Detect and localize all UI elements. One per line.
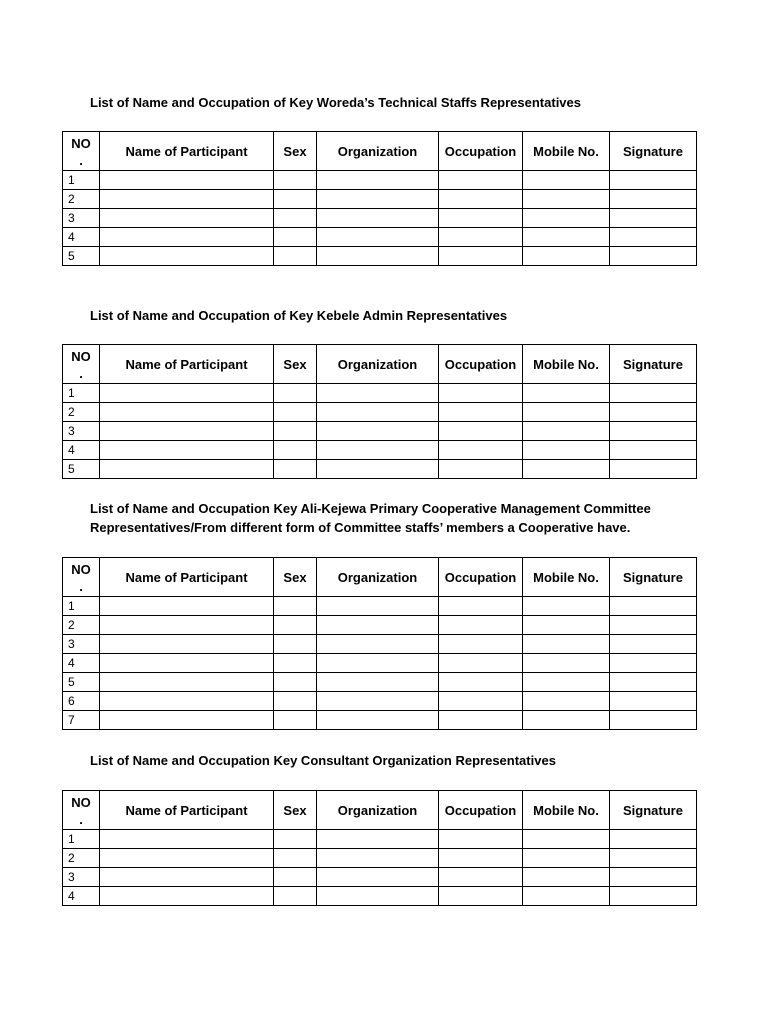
sex-cell[interactable] [274, 597, 317, 616]
sex-cell[interactable] [274, 228, 317, 247]
organization-cell[interactable] [317, 597, 439, 616]
occupation-cell[interactable] [439, 711, 523, 730]
mobile-cell[interactable] [523, 616, 610, 635]
sex-header: Sex [274, 558, 317, 597]
mobile-cell[interactable] [523, 403, 610, 422]
organization-cell[interactable] [317, 171, 439, 190]
name-header: Name of Participant [100, 558, 274, 597]
name-cell[interactable] [100, 692, 274, 711]
signature-cell[interactable] [610, 597, 697, 616]
name-cell[interactable] [100, 403, 274, 422]
occupation-cell[interactable] [439, 597, 523, 616]
mobile-cell[interactable] [523, 849, 610, 868]
signature-cell[interactable] [610, 422, 697, 441]
mobile-header: Mobile No. [523, 558, 610, 597]
organization-cell[interactable] [317, 460, 439, 479]
occupation-cell[interactable] [439, 171, 523, 190]
signature-cell[interactable] [610, 616, 697, 635]
no-header [63, 132, 100, 171]
mobile-header: Mobile No. [523, 791, 610, 830]
name-cell[interactable] [100, 422, 274, 441]
organization-cell[interactable] [317, 384, 439, 403]
occupation-cell[interactable] [439, 868, 523, 887]
occupation-cell[interactable] [439, 403, 523, 422]
signature-header: Signature [610, 791, 697, 830]
table-row [63, 616, 697, 635]
no-header-dot: . [79, 578, 83, 594]
occupation-cell[interactable] [439, 849, 523, 868]
occupation-cell[interactable] [439, 616, 523, 635]
mobile-cell[interactable] [523, 171, 610, 190]
organization-cell[interactable] [317, 849, 439, 868]
table-row [63, 422, 697, 441]
signature-cell[interactable] [610, 190, 697, 209]
organization-header: Organization [317, 558, 439, 597]
table-row [63, 228, 697, 247]
row-number: 1 [63, 830, 100, 849]
name-cell[interactable] [100, 460, 274, 479]
table-row [63, 403, 697, 422]
name-header: Name of Participant [100, 345, 274, 384]
row-number: 4 [63, 654, 100, 673]
occupation-cell[interactable] [439, 887, 523, 906]
occupation-cell[interactable] [439, 673, 523, 692]
name-cell[interactable] [100, 441, 274, 460]
row-number: 3 [63, 209, 100, 228]
table-row [63, 692, 697, 711]
row-number: 5 [63, 247, 100, 266]
row-number: 1 [63, 171, 100, 190]
sex-cell[interactable] [274, 887, 317, 906]
no-header [63, 558, 100, 597]
table-row [63, 887, 697, 906]
mobile-cell[interactable] [523, 635, 610, 654]
header-row [63, 345, 697, 384]
sex-header: Sex [274, 345, 317, 384]
sex-cell[interactable] [274, 711, 317, 730]
sex-cell[interactable] [274, 190, 317, 209]
row-number: 6 [63, 692, 100, 711]
signature-cell[interactable] [610, 849, 697, 868]
organization-header: Organization [317, 791, 439, 830]
organization-cell[interactable] [317, 441, 439, 460]
mobile-cell[interactable] [523, 422, 610, 441]
sex-cell[interactable] [274, 460, 317, 479]
mobile-cell[interactable] [523, 830, 610, 849]
table-row [63, 384, 697, 403]
no-header-label: NO [71, 135, 91, 151]
table-row [63, 711, 697, 730]
mobile-cell[interactable] [523, 247, 610, 266]
row-number: 4 [63, 441, 100, 460]
name-cell[interactable] [100, 171, 274, 190]
organization-header: Organization [317, 345, 439, 384]
organization-cell[interactable] [317, 711, 439, 730]
organization-cell[interactable] [317, 403, 439, 422]
name-cell[interactable] [100, 190, 274, 209]
header-row [63, 558, 697, 597]
occupation-cell[interactable] [439, 635, 523, 654]
row-number: 2 [63, 849, 100, 868]
signature-cell[interactable] [610, 635, 697, 654]
signature-header: Signature [610, 132, 697, 171]
organization-cell[interactable] [317, 868, 439, 887]
organization-cell[interactable] [317, 830, 439, 849]
signature-cell[interactable] [610, 692, 697, 711]
section-4-table [62, 790, 697, 906]
signature-cell[interactable] [610, 830, 697, 849]
table-row [63, 868, 697, 887]
sex-cell[interactable] [274, 635, 317, 654]
mobile-cell[interactable] [523, 887, 610, 906]
name-cell[interactable] [100, 247, 274, 266]
occupation-cell[interactable] [439, 441, 523, 460]
occupation-cell[interactable] [439, 692, 523, 711]
signature-cell[interactable] [610, 654, 697, 673]
name-header: Name of Participant [100, 791, 274, 830]
mobile-cell[interactable] [523, 654, 610, 673]
mobile-cell[interactable] [523, 441, 610, 460]
occupation-header: Occupation [439, 132, 523, 171]
sex-header: Sex [274, 132, 317, 171]
section-4-heading: List of Name and Occupation Key Consultant Organization Representatives [90, 753, 556, 768]
section-3-table [62, 557, 697, 730]
occupation-cell[interactable] [439, 190, 523, 209]
organization-cell[interactable] [317, 209, 439, 228]
name-cell[interactable] [100, 711, 274, 730]
signature-cell[interactable] [610, 247, 697, 266]
signature-cell[interactable] [610, 868, 697, 887]
table-row [63, 460, 697, 479]
mobile-cell[interactable] [523, 868, 610, 887]
row-number: 1 [63, 384, 100, 403]
sex-cell[interactable] [274, 441, 317, 460]
signature-cell[interactable] [610, 441, 697, 460]
section-3-heading: List of Name and Occupation Key Ali-Kejewa Primary Cooperative Management Committee Representatives/From different form of Committee staffs’ members a Cooperative have. [90, 501, 651, 535]
row-number: 2 [63, 616, 100, 635]
no-header-label: NO [71, 561, 91, 577]
sex-cell[interactable] [274, 692, 317, 711]
occupation-header: Occupation [439, 345, 523, 384]
sex-cell[interactable] [274, 616, 317, 635]
mobile-cell[interactable] [523, 711, 610, 730]
occupation-cell[interactable] [439, 247, 523, 266]
mobile-cell[interactable] [523, 228, 610, 247]
sex-cell[interactable] [274, 673, 317, 692]
name-cell[interactable] [100, 228, 274, 247]
organization-cell[interactable] [317, 190, 439, 209]
mobile-header: Mobile No. [523, 132, 610, 171]
table-row [63, 171, 697, 190]
sex-cell[interactable] [274, 403, 317, 422]
no-header-label: NO [71, 794, 91, 810]
row-number: 3 [63, 868, 100, 887]
occupation-header: Occupation [439, 558, 523, 597]
header-row [63, 791, 697, 830]
name-cell[interactable] [100, 849, 274, 868]
signature-cell[interactable] [610, 209, 697, 228]
no-header-label: NO [71, 348, 91, 364]
row-number: 5 [63, 460, 100, 479]
signature-cell[interactable] [610, 460, 697, 479]
signature-header: Signature [610, 345, 697, 384]
sex-cell[interactable] [274, 209, 317, 228]
occupation-cell[interactable] [439, 830, 523, 849]
occupation-cell[interactable] [439, 460, 523, 479]
sex-cell[interactable] [274, 830, 317, 849]
mobile-cell[interactable] [523, 209, 610, 228]
row-number: 4 [63, 887, 100, 906]
mobile-cell[interactable] [523, 460, 610, 479]
row-number: 5 [63, 673, 100, 692]
no-header [63, 345, 100, 384]
no-header-dot: . [79, 152, 83, 168]
signature-cell[interactable] [610, 228, 697, 247]
sex-header: Sex [274, 791, 317, 830]
name-header: Name of Participant [100, 132, 274, 171]
name-cell[interactable] [100, 830, 274, 849]
sex-cell[interactable] [274, 422, 317, 441]
name-cell[interactable] [100, 654, 274, 673]
sex-cell[interactable] [274, 654, 317, 673]
table-row [63, 673, 697, 692]
organization-cell[interactable] [317, 635, 439, 654]
row-number: 2 [63, 403, 100, 422]
occupation-cell[interactable] [439, 422, 523, 441]
sex-cell[interactable] [274, 247, 317, 266]
no-header-dot: . [79, 811, 83, 827]
organization-header: Organization [317, 132, 439, 171]
occupation-header: Occupation [439, 791, 523, 830]
name-cell[interactable] [100, 209, 274, 228]
table-row [63, 635, 697, 654]
table-row [63, 190, 697, 209]
table-row [63, 597, 697, 616]
sex-cell[interactable] [274, 384, 317, 403]
organization-cell[interactable] [317, 616, 439, 635]
mobile-cell[interactable] [523, 692, 610, 711]
signature-header: Signature [610, 558, 697, 597]
row-number: 3 [63, 422, 100, 441]
section-1-table [62, 131, 697, 266]
table-row [63, 849, 697, 868]
row-number: 2 [63, 190, 100, 209]
table-row [63, 830, 697, 849]
organization-cell[interactable] [317, 654, 439, 673]
mobile-cell[interactable] [523, 597, 610, 616]
name-cell[interactable] [100, 887, 274, 906]
organization-cell[interactable] [317, 692, 439, 711]
row-number: 4 [63, 228, 100, 247]
organization-cell[interactable] [317, 887, 439, 906]
organization-cell[interactable] [317, 247, 439, 266]
organization-cell[interactable] [317, 228, 439, 247]
no-header [63, 791, 100, 830]
sex-cell[interactable] [274, 171, 317, 190]
signature-cell[interactable] [610, 403, 697, 422]
table-row [63, 654, 697, 673]
occupation-cell[interactable] [439, 228, 523, 247]
name-cell[interactable] [100, 868, 274, 887]
signature-cell[interactable] [610, 171, 697, 190]
organization-cell[interactable] [317, 673, 439, 692]
signature-cell[interactable] [610, 673, 697, 692]
mobile-header: Mobile No. [523, 345, 610, 384]
sex-cell[interactable] [274, 849, 317, 868]
table-row [63, 247, 697, 266]
row-number: 1 [63, 597, 100, 616]
section-2-table [62, 344, 697, 479]
sex-cell[interactable] [274, 868, 317, 887]
organization-cell[interactable] [317, 422, 439, 441]
no-header-dot: . [79, 365, 83, 381]
name-cell[interactable] [100, 635, 274, 654]
name-cell[interactable] [100, 384, 274, 403]
occupation-cell[interactable] [439, 209, 523, 228]
occupation-cell[interactable] [439, 654, 523, 673]
mobile-cell[interactable] [523, 190, 610, 209]
mobile-cell[interactable] [523, 384, 610, 403]
signature-cell[interactable] [610, 384, 697, 403]
name-cell[interactable] [100, 616, 274, 635]
signature-cell[interactable] [610, 887, 697, 906]
name-cell[interactable] [100, 597, 274, 616]
section-2-heading: List of Name and Occupation of Key Kebele Admin Representatives [90, 308, 508, 323]
occupation-cell[interactable] [439, 384, 523, 403]
table-row [63, 441, 697, 460]
table-row [63, 209, 697, 228]
name-cell[interactable] [100, 673, 274, 692]
header-row [63, 132, 697, 171]
row-number: 7 [63, 711, 100, 730]
row-number: 3 [63, 635, 100, 654]
signature-cell[interactable] [610, 711, 697, 730]
mobile-cell[interactable] [523, 673, 610, 692]
section-1-heading: List of Name and Occupation of Key Woreda’s Technical Staffs Representatives [90, 95, 581, 110]
